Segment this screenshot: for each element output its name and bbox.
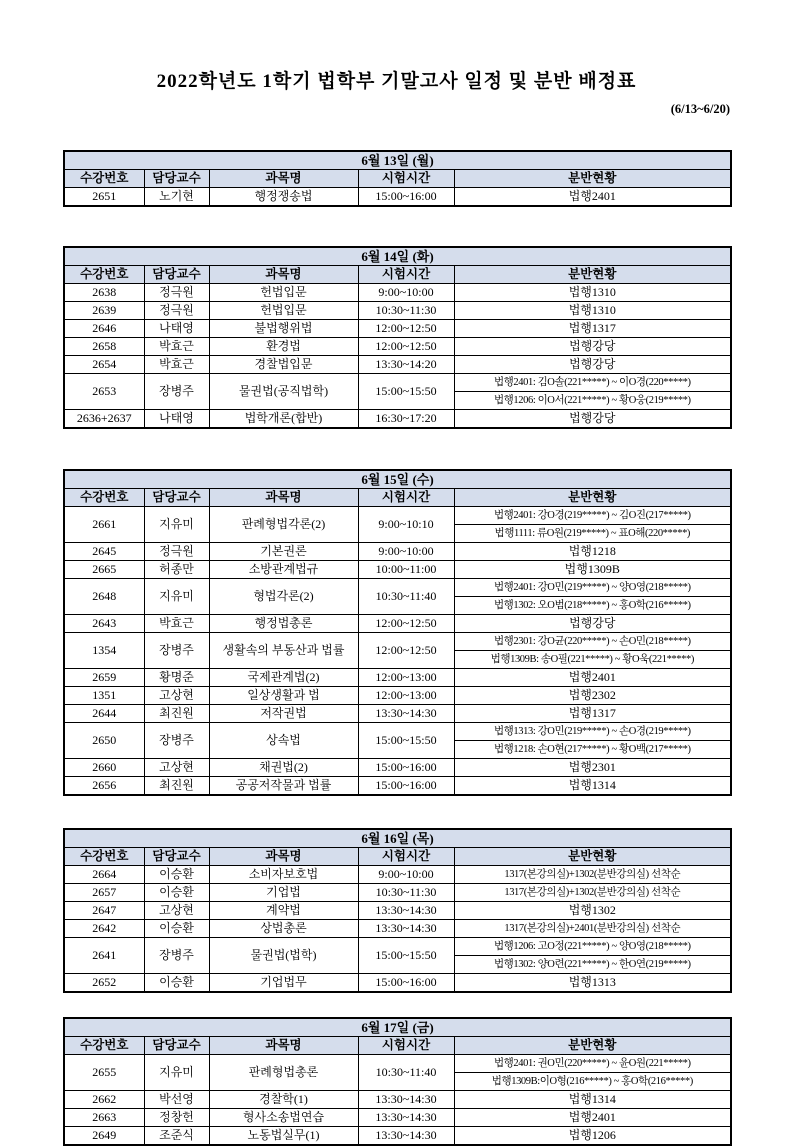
cell-subject: 판례형법총론 [209,1055,358,1091]
cell-course-no: 2662 [64,1091,144,1109]
cell-subject: 행정쟁송법 [209,188,358,207]
cell-subject: 환경법 [209,338,358,356]
column-header-3: 시험시간 [358,170,454,188]
cell-course-no: 2641 [64,938,144,974]
cell-assignment: 법행1310 [454,284,731,302]
cell-subject: 일상생활과 법 [209,687,358,705]
cell-subject: 헌법입문 [209,284,358,302]
cell-time: 15:00~15:50 [358,374,454,410]
cell-time: 10:00~11:00 [358,561,454,579]
table-column-header-row [64,266,731,284]
column-header-1: 담당교수 [144,1037,209,1055]
cell-professor: 이승환 [144,920,209,938]
table-row [64,507,731,525]
table-row [64,579,731,597]
cell-course-no: 1354 [64,633,144,669]
cell-professor: 이승환 [144,884,209,902]
cell-course-no: 2643 [64,615,144,633]
table-date-row [64,151,731,170]
table-row [64,338,731,356]
exam-table-day-4 [63,828,732,993]
cell-time: 13:30~14:30 [358,1091,454,1109]
cell-assignment: 법행1218: 손O현(217*****) ~ 황O백(217*****) [454,741,731,759]
cell-assignment: 법행2401 [454,1109,731,1127]
cell-course-no: 2660 [64,759,144,777]
cell-course-no: 2661 [64,507,144,543]
cell-professor: 이승환 [144,974,209,993]
cell-assignment: 법행2401 [454,669,731,687]
table-row [64,633,731,651]
table-column-header-row [64,848,731,866]
cell-subject: 생활속의 부동산과 법률 [209,633,358,669]
cell-professor: 최진원 [144,777,209,796]
table-row [64,866,731,884]
column-header-4: 분반현황 [454,489,731,507]
cell-time: 12:00~12:50 [358,615,454,633]
cell-time: 9:00~10:00 [358,543,454,561]
table-row [64,1109,731,1127]
cell-assignment: 1317(본강의실)+2401(분반강의실) 선착순 [454,920,731,938]
cell-professor: 장병주 [144,723,209,759]
cell-subject: 노동법실무(1) [209,1127,358,1146]
cell-course-no: 2649 [64,1127,144,1146]
exam-table-day-5 [63,1017,732,1146]
cell-professor: 나태영 [144,410,209,429]
cell-assignment: 법행1314 [454,777,731,796]
table-column-header-row [64,489,731,507]
cell-professor: 박효근 [144,615,209,633]
cell-assignment: 법행1206: 고O정(221*****) ~ 양O영(218*****) [454,938,731,956]
cell-professor: 정창헌 [144,1109,209,1127]
cell-professor: 박효근 [144,338,209,356]
cell-time: 13:30~14:30 [358,902,454,920]
table-row [64,777,731,796]
table-column-header-row [64,1037,731,1055]
cell-subject: 판례형법각론(2) [209,507,358,543]
cell-time: 15:00~16:00 [358,974,454,993]
cell-course-no: 2664 [64,866,144,884]
table-date-title: 6월 17일 (금) [64,1018,731,1037]
exam-table-day-2 [63,246,732,429]
cell-subject: 물권법(공직법학) [209,374,358,410]
cell-professor: 장병주 [144,938,209,974]
cell-assignment: 법행강당 [454,410,731,429]
cell-course-no: 2647 [64,902,144,920]
cell-professor: 최진원 [144,705,209,723]
column-header-0: 수강번호 [64,170,144,188]
cell-course-no: 2645 [64,543,144,561]
cell-assignment: 법행1302: 오O범(218*****) ~ 홍O학(216*****) [454,597,731,615]
cell-subject: 상법총론 [209,920,358,938]
cell-professor: 지유미 [144,579,209,615]
table-row [64,356,731,374]
cell-assignment: 법행1218 [454,543,731,561]
cell-time: 10:30~11:30 [358,884,454,902]
cell-assignment: 법행강당 [454,338,731,356]
table-row [64,669,731,687]
table-row [64,759,731,777]
cell-assignment: 1317(본강의실)+1302(분반강의실) 선착순 [454,866,731,884]
column-header-1: 담당교수 [144,848,209,866]
cell-time: 13:30~14:30 [358,705,454,723]
cell-professor: 고상현 [144,759,209,777]
table-row [64,974,731,993]
cell-professor: 노기현 [144,188,209,207]
cell-subject: 형법각론(2) [209,579,358,615]
cell-course-no: 2638 [64,284,144,302]
cell-subject: 저작권법 [209,705,358,723]
table-row [64,920,731,938]
cell-course-no: 2663 [64,1109,144,1127]
cell-assignment: 법행1309B:이O형(216*****) ~ 홍O학(216*****) [454,1073,731,1091]
cell-subject: 기업법 [209,884,358,902]
table-row [64,615,731,633]
cell-time: 9:00~10:00 [358,284,454,302]
column-header-4: 분반현황 [454,1037,731,1055]
table-row [64,938,731,956]
table-row [64,705,731,723]
cell-subject: 행정법총론 [209,615,358,633]
cell-course-no: 1351 [64,687,144,705]
table-row [64,284,731,302]
cell-time: 12:00~13:00 [358,669,454,687]
cell-professor: 조준식 [144,1127,209,1146]
cell-time: 9:00~10:10 [358,507,454,543]
column-header-2: 과목명 [209,170,358,188]
cell-assignment: 법행1317 [454,705,731,723]
cell-subject: 기본권론 [209,543,358,561]
column-header-0: 수강번호 [64,266,144,284]
cell-time: 12:00~13:00 [358,687,454,705]
cell-assignment: 법행1302: 양O련(221*****) ~ 한O연(219*****) [454,956,731,974]
cell-time: 13:30~14:20 [358,356,454,374]
column-header-0: 수강번호 [64,848,144,866]
table-row [64,1127,731,1146]
cell-assignment: 법행2301 [454,759,731,777]
cell-subject: 형사소송법연습 [209,1109,358,1127]
column-header-3: 시험시간 [358,266,454,284]
cell-time: 9:00~10:00 [358,866,454,884]
cell-assignment: 법행강당 [454,615,731,633]
cell-assignment: 법행1310 [454,302,731,320]
cell-professor: 나태영 [144,320,209,338]
cell-course-no: 2657 [64,884,144,902]
cell-course-no: 2646 [64,320,144,338]
column-header-2: 과목명 [209,489,358,507]
table-date-row [64,470,731,489]
column-header-2: 과목명 [209,1037,358,1055]
column-header-4: 분반현황 [454,170,731,188]
table-date-title: 6월 15일 (수) [64,470,731,489]
cell-assignment: 법행1314 [454,1091,731,1109]
exam-tables-container [0,150,793,1146]
table-row [64,188,731,207]
cell-assignment: 법행2401: 강O민(219*****) ~ 양O영(218*****) [454,579,731,597]
cell-assignment: 법행1302 [454,902,731,920]
column-header-3: 시험시간 [358,1037,454,1055]
cell-time: 12:00~12:50 [358,338,454,356]
cell-subject: 물권법(법학) [209,938,358,974]
cell-professor: 정극원 [144,284,209,302]
cell-assignment: 법행2401 [454,188,731,207]
cell-course-no: 2636+2637 [64,410,144,429]
table-row [64,723,731,741]
cell-time: 15:00~16:00 [358,759,454,777]
cell-course-no: 2653 [64,374,144,410]
cell-assignment: 법행1206: 이O서(221*****) ~ 황O웅(219*****) [454,392,731,410]
column-header-2: 과목명 [209,266,358,284]
cell-assignment: 법행2401: 권O민(220*****) ~ 윤O원(221*****) [454,1055,731,1073]
table-row [64,543,731,561]
cell-professor: 허종만 [144,561,209,579]
column-header-1: 담당교수 [144,266,209,284]
cell-professor: 장병주 [144,633,209,669]
column-header-1: 담당교수 [144,489,209,507]
cell-course-no: 2665 [64,561,144,579]
table-row [64,374,731,392]
column-header-0: 수강번호 [64,489,144,507]
cell-subject: 소방관계법규 [209,561,358,579]
cell-time: 15:00~16:00 [358,188,454,207]
cell-subject: 소비자보호법 [209,866,358,884]
cell-professor: 고상현 [144,902,209,920]
table-date-title: 6월 14일 (화) [64,247,731,266]
cell-subject: 불법행위법 [209,320,358,338]
cell-professor: 지유미 [144,1055,209,1091]
cell-course-no: 2658 [64,338,144,356]
cell-assignment: 법행1313 [454,974,731,993]
cell-subject: 채권법(2) [209,759,358,777]
table-row [64,320,731,338]
cell-course-no: 2655 [64,1055,144,1091]
cell-subject: 경찰학(1) [209,1091,358,1109]
cell-time: 15:00~15:50 [358,723,454,759]
cell-time: 10:30~11:40 [358,579,454,615]
cell-subject: 국제관계법(2) [209,669,358,687]
cell-assignment: 법행1313: 강O민(219*****) ~ 손O경(219*****) [454,723,731,741]
column-header-3: 시험시간 [358,848,454,866]
cell-assignment: 법행강당 [454,356,731,374]
cell-assignment: 1317(본강의실)+1302(분반강의실) 선착순 [454,884,731,902]
cell-assignment: 법행2401: 김O솔(221*****) ~ 이O경(220*****) [454,374,731,392]
table-row [64,884,731,902]
cell-professor: 정극원 [144,543,209,561]
cell-professor: 고상현 [144,687,209,705]
cell-time: 13:30~14:30 [358,1127,454,1146]
cell-course-no: 2639 [64,302,144,320]
cell-professor: 황명준 [144,669,209,687]
table-column-header-row [64,170,731,188]
cell-subject: 경찰법입문 [209,356,358,374]
cell-subject: 상속법 [209,723,358,759]
exam-table-day-1 [63,150,732,207]
cell-course-no: 2642 [64,920,144,938]
cell-course-no: 2650 [64,723,144,759]
cell-course-no: 2652 [64,974,144,993]
table-row [64,902,731,920]
cell-course-no: 2644 [64,705,144,723]
table-row [64,302,731,320]
table-date-row [64,829,731,848]
cell-professor: 정극원 [144,302,209,320]
exam-table-day-3 [63,469,732,796]
column-header-3: 시험시간 [358,489,454,507]
cell-professor: 박효근 [144,356,209,374]
cell-time: 16:30~17:20 [358,410,454,429]
cell-time: 13:30~14:30 [358,920,454,938]
cell-course-no: 2648 [64,579,144,615]
table-date-row [64,1018,731,1037]
cell-course-no: 2651 [64,188,144,207]
table-row [64,410,731,429]
cell-time: 15:00~15:50 [358,938,454,974]
cell-subject: 기업법무 [209,974,358,993]
cell-subject: 법학개론(합반) [209,410,358,429]
cell-course-no: 2656 [64,777,144,796]
table-row [64,561,731,579]
page-title: 2022학년도 1학기 법학부 기말고사 일정 및 분반 배정표 [156,71,637,92]
cell-assignment: 법행1206 [454,1127,731,1146]
cell-time: 13:30~14:30 [358,1109,454,1127]
cell-professor: 장병주 [144,374,209,410]
date-range-label: (6/13~6/20) [670,102,730,116]
cell-assignment: 법행2301: 강O균(220*****) ~ 손O민(218*****) [454,633,731,651]
cell-subject: 계약법 [209,902,358,920]
table-date-title: 6월 13일 (월) [64,151,731,170]
column-header-4: 분반현황 [454,266,731,284]
cell-time: 10:30~11:30 [358,302,454,320]
column-header-0: 수강번호 [64,1037,144,1055]
cell-assignment: 법행1111: 류O원(219*****) ~ 표O해(220*****) [454,525,731,543]
cell-assignment: 법행2302 [454,687,731,705]
cell-professor: 이승환 [144,866,209,884]
cell-time: 12:00~12:50 [358,320,454,338]
table-date-row [64,247,731,266]
cell-subject: 헌법입문 [209,302,358,320]
cell-professor: 박선영 [144,1091,209,1109]
cell-assignment: 법행2401: 강O경(219*****) ~ 김O진(217*****) [454,507,731,525]
cell-assignment: 법행1309B [454,561,731,579]
cell-assignment: 법행1317 [454,320,731,338]
column-header-4: 분반현황 [454,848,731,866]
table-row [64,1091,731,1109]
cell-time: 12:00~12:50 [358,633,454,669]
column-header-2: 과목명 [209,848,358,866]
cell-course-no: 2659 [64,669,144,687]
table-row [64,687,731,705]
cell-assignment: 법행1309B: 송O필(221*****) ~ 황O욱(221*****) [454,651,731,669]
cell-time: 10:30~11:40 [358,1055,454,1091]
table-row [64,1055,731,1073]
table-date-title: 6월 16일 (목) [64,829,731,848]
cell-time: 15:00~16:00 [358,777,454,796]
column-header-1: 담당교수 [144,170,209,188]
cell-subject: 공공저작물과 법률 [209,777,358,796]
cell-professor: 지유미 [144,507,209,543]
cell-course-no: 2654 [64,356,144,374]
